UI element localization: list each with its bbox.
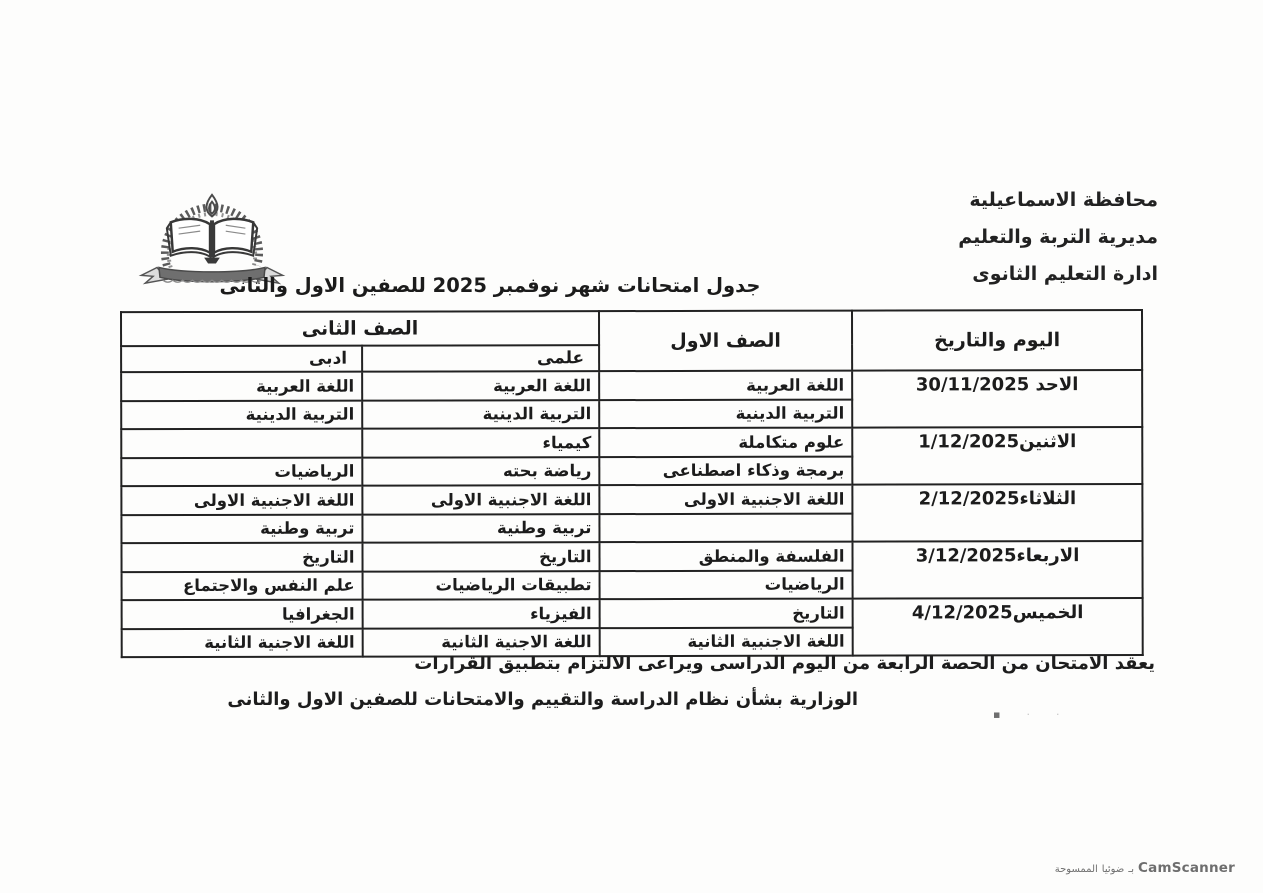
watermark-word: الممسوحة	[1054, 864, 1098, 875]
subject-cell: التربية الدينية	[121, 400, 362, 429]
col-header-grade1: الصف الاول	[599, 311, 852, 372]
date-cell: الاربعاء3/12/2025	[853, 541, 1143, 599]
footer-note-line1: يعقد الامتحان من الحصة الرابعة من اليوم الدراسى ويراعى الالتزام بتطبيق القرارات	[414, 653, 1155, 674]
subject-cell: الجغرافيا	[122, 600, 363, 629]
table-row	[121, 370, 1142, 401]
date-cell: الاثنين1/12/2025	[852, 427, 1142, 485]
date-cell: الثلاثاء2/12/2025	[852, 484, 1142, 542]
subject-cell: اللغة الاجنبية الثانية	[600, 627, 853, 656]
camscanner-watermark	[1055, 860, 1235, 876]
subject-cell: اللغة الاجنية الثانية	[363, 628, 600, 657]
page-title: جدول امتحانات شهر نوفمبر 2025 للصفين الاول والثانى	[219, 274, 761, 297]
date-cell: الخميس4/12/2025	[853, 598, 1143, 656]
letterhead	[958, 182, 1158, 293]
subject-cell: الرياضيات	[600, 570, 853, 599]
subject-cell: رياضة بحته	[362, 457, 599, 486]
subject-cell: التاريخ	[121, 543, 362, 572]
col-header-day-date: اليوم والتاريخ	[852, 310, 1142, 371]
col-header-literary: ادبى	[121, 346, 362, 373]
subject-cell: اللغة الاجنية الثانية	[122, 628, 363, 657]
faint-scan-marks: ▪ · ·	[993, 708, 1060, 721]
watermark-word: ضوئيا	[1101, 864, 1125, 875]
subject-cell: التربية الدينية	[599, 399, 852, 428]
org-line-directorate: مديرية التربة والتعليم	[958, 226, 1158, 248]
subject-cell: تطبيقات الرياضيات	[363, 571, 600, 600]
subject-cell: علوم متكاملة	[599, 428, 852, 457]
footer-note-line2: الوزارية بشأن نظام الدراسة والتقييم والامتحانات للصفين الاول والثانى	[227, 689, 858, 710]
subject-cell: الفيزياء	[363, 599, 600, 628]
table-row	[121, 484, 1142, 515]
watermark-word: بـ	[1128, 864, 1135, 875]
table-header-row	[121, 310, 1142, 346]
date-cell: الاحد 30/11/2025	[852, 370, 1142, 428]
org-line-administration: ادارة التعليم الثانوى	[972, 263, 1158, 285]
subject-cell: اللغة العربية	[599, 371, 852, 400]
subject-cell	[599, 513, 852, 542]
subject-cell: تربية وطنية	[362, 514, 599, 543]
subject-cell: اللغة الاجنبية الاولى	[362, 485, 599, 514]
subject-cell: التربية الدينية	[362, 400, 599, 429]
subject-cell: التاريخ	[600, 599, 853, 628]
table-row	[122, 598, 1143, 629]
col-header-scientific: علمى	[362, 345, 599, 371]
table-row	[121, 427, 1142, 458]
subject-cell	[121, 429, 362, 458]
subject-cell: التاريخ	[363, 542, 600, 571]
subject-cell: تربية وطنية	[121, 514, 362, 543]
table-row	[121, 541, 1142, 572]
subject-cell: كيمياء	[362, 428, 599, 457]
subject-cell: اللغة العربية	[121, 372, 362, 401]
subject-cell: برمجة وذكاء اصطناعى	[599, 456, 852, 485]
subject-cell: علم النفس والاجتماع	[122, 571, 363, 600]
subject-cell: اللغة العربية	[362, 371, 599, 400]
subject-cell: اللغة الاجنبية الاولى	[121, 486, 362, 515]
subject-cell: الرياضيات	[121, 457, 362, 486]
subject-cell: اللغة الاجنبية الاولى	[599, 485, 852, 514]
exam-schedule-table	[120, 309, 1144, 658]
subject-cell: الفلسفة والمنطق	[600, 542, 853, 571]
watermark-word: CamScanner	[1138, 860, 1235, 876]
col-header-grade2: الصف الثانى	[121, 311, 599, 346]
org-line-governorate: محافظة الاسماعيلية	[969, 189, 1158, 211]
